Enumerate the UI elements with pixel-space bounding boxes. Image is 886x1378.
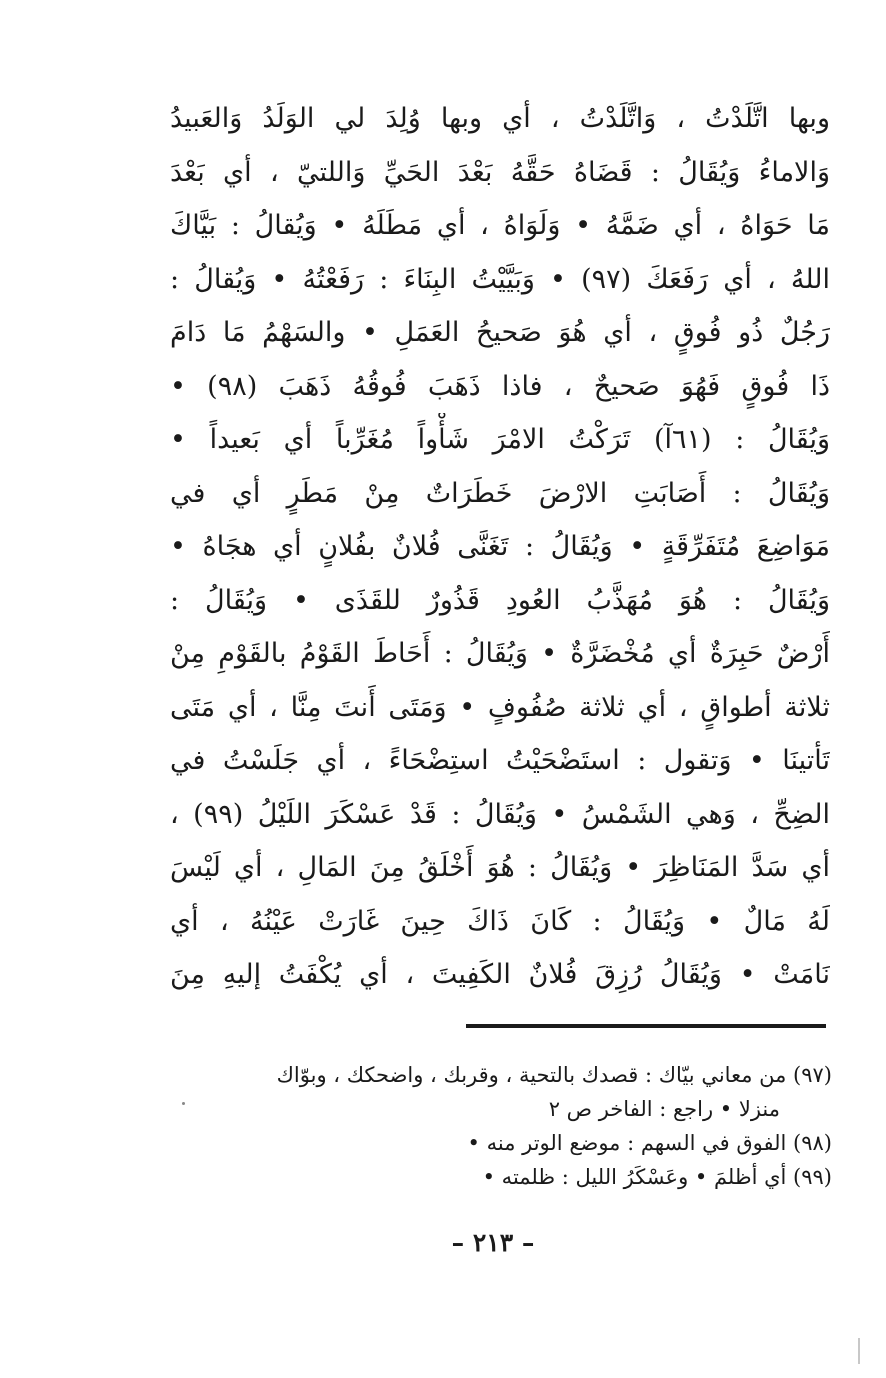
- footnote-99: (٩٩) أي أظلمَ • وعَسْكَرُ الليل : ظلمته •: [482, 1165, 832, 1189]
- text-line: وَيُقَالُ : (٦١آ) تَرَكْتُ الامْرَ شَأْواً مُغَرِّباً أي بَعيداً •: [170, 424, 830, 455]
- margin-speck: [182, 1102, 185, 1105]
- text-line: لَهُ مَالٌ • وَيُقَالُ : كَانَ ذَاكَ حِينَ غَارَتْ عَيْنُهُ ، أي: [170, 905, 830, 937]
- footnotes: [150, 1058, 832, 1194]
- footnote-separator: [466, 1024, 826, 1028]
- text-line: وبها اتَّلَدْتُ ، وَاتَّلَدْتُ ، أي وبها وُلِدَ لي الوَلَدُ وَالعَبيدُ: [170, 103, 830, 134]
- main-text: [170, 92, 830, 1002]
- scan-edge-mark: [858, 1338, 860, 1364]
- text-line: أي سَدَّ المَنَاظِرَ • وَيُقَالُ : هُوَ أَخْلَقُ مِنَ المَالِ ، أي لَيْسَ: [170, 852, 830, 883]
- footnote-97-continued: منزلا • راجع : الفاخر ص ٢: [548, 1097, 780, 1121]
- text-line: تَأتينَا • وَتقول : استَضْحَيْتُ استِضْحَاءً ، أي جَلَسْتُ في: [170, 745, 830, 776]
- text-line: اللهُ ، أي رَفَعَكَ (٩٧) • وَبَيَّيْتُ البِنَاءَ : رَفَعْتُهُ • وَيُقالُ :: [170, 263, 830, 295]
- text-line: مَوَاضِعَ مُتَفَرِّقَةٍ • وَيُقَالُ : تَغَنَّى فُلانٌ بفُلانٍ أي هجَاهُ •: [170, 531, 830, 562]
- text-line: مَا حَوَاهُ ، أي ضَمَّهُ • وَلَوَاهُ ، أي مَطَلَهُ • وَيُقالُ : بَيَّاكَ: [170, 210, 830, 241]
- footnote-98: (٩٨) الفوق في السهم : موضع الوتر منه •: [467, 1131, 832, 1155]
- text-line: وَيُقَالُ : هُوَ مُهَذَّبُ العُودِ قَذُورٌ للقَذَى • وَيُقَالُ :: [170, 584, 830, 616]
- text-line: أَرْضٌ حَبِرَةٌ أي مُخْضَرَّةٌ • وَيُقَالُ : أَحَاطَ القَوْمُ بالقَوْمِ مِنْ: [170, 638, 830, 669]
- text-line: وَيُقَالُ : أَصَابَتِ الارْضَ خَطَرَاتٌ مِنْ مَطَرٍ أي في: [170, 477, 830, 509]
- text-line: الضِحِّ ، وَهي الشَمْسُ • وَيُقَالُ : قَدْ عَسْكَرَ اللَيْلُ (٩٩) ،: [170, 798, 830, 830]
- footnote-97: (٩٧) من معاني بيّاك : قصدك بالتحية ، وقربك ، واضحكك ، وبوّاك: [276, 1063, 832, 1087]
- page-number: – ٢١٣ –: [451, 1228, 535, 1257]
- text-line: وَالاماءُ وَيُقَالُ : قَضَاهُ حَقَّهُ بَعْدَ الحَيِّ وَاللتيّ ، أي بَعْدَ: [170, 156, 830, 188]
- text-line: نَامَتْ • وَيُقَالُ رُزِقَ فُلانٌ الكَفِيتَ ، أي يُكْفَتُ إليهِ مِنَ: [170, 959, 830, 990]
- text-line: ذَا فُوقٍ فَهُوَ صَحيحٌ ، فاذا ذَهَبَ فُوقُهُ ذَهَبَ (٩٨) •: [170, 370, 830, 402]
- text-line: ثلاثة أطواقٍ ، أي ثلاثة صُفُوفٍ • وَمَتَى أَنتَ مِنَّا ، أي مَتَى: [170, 691, 830, 723]
- text-line: رَجُلٌ ذُو فُوقٍ ، أي هُوَ صَحيحُ العَمَلِ • والسَهْمُ مَا دَامَ: [170, 317, 830, 348]
